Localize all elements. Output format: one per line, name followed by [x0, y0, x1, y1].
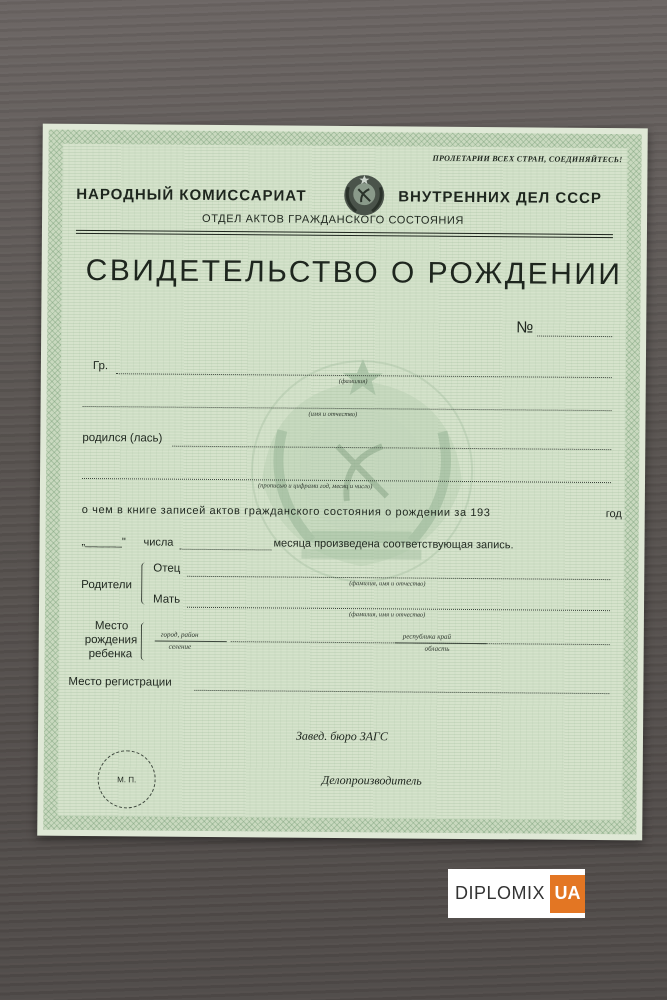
ussr-emblem-icon — [342, 173, 386, 217]
seal-placeholder — [97, 750, 155, 808]
date-caption: (прописью и цифрами год, месяц и число) — [257, 482, 373, 491]
birthplace-label-3: ребенка — [88, 648, 133, 661]
day-word: числа — [143, 536, 174, 549]
registry-head-signature: Завед. бюро ЗАГС — [295, 728, 388, 744]
record-line: о чем в книге записей актов гражданского состояния о рождении за 193 — [81, 503, 491, 520]
father-label: Отец — [153, 562, 181, 575]
header-left: НАРОДНЫЙ КОМИССАРИАТ — [76, 185, 307, 205]
diplomix-logo — [448, 869, 585, 918]
birth-certificate — [37, 124, 648, 841]
motto: ПРОЛЕТАРИИ ВСЕХ СТРАН, СОЕДИНЯЙТЕСЬ! — [432, 153, 623, 165]
surname-caption: (фамилия) — [338, 377, 368, 386]
father-caption: (фамилия, имя и отчество) — [349, 580, 426, 588]
number-line — [537, 336, 612, 338]
logo-text: DIPLOMIX — [455, 883, 546, 903]
year-word: год — [605, 508, 622, 521]
ussr-emblem-watermark-icon — [241, 350, 483, 592]
parents-brace — [141, 562, 149, 604]
citizen-label: Гр. — [92, 360, 109, 373]
name-caption: (имя и отчество) — [308, 410, 358, 419]
born-label: родился (лась) — [82, 431, 163, 445]
registration-line — [194, 690, 609, 694]
city-caption-1: город, район — [160, 630, 199, 639]
city-caption-2: селение — [168, 642, 192, 651]
registration-label: Место регистрации — [68, 675, 172, 689]
mother-label: Мать — [153, 593, 181, 606]
number-label: № — [516, 319, 534, 337]
clerk-signature: Делопроизводитель — [321, 772, 422, 788]
day-quote: „______" — [81, 535, 126, 549]
birthplace-label-1: Место — [94, 620, 129, 633]
mother-caption: (фамилия, имя и отчество) — [348, 611, 426, 619]
certificate-body — [57, 144, 627, 820]
certificate-title: СВИДЕТЕЛЬСТВО О РОЖДЕНИИ — [85, 253, 623, 292]
month-blank — [179, 549, 271, 551]
parents-label: Родители — [81, 578, 132, 592]
region-caption-2: область — [424, 644, 450, 653]
header-right: ВНУТРЕННИХ ДЕЛ СССР — [398, 188, 602, 208]
seal-text: М. П. — [117, 774, 137, 784]
birthplace-brace — [141, 622, 149, 660]
month-line: месяца произведена соответствующая запись. — [273, 537, 514, 552]
birthplace-label-2: рождения — [84, 633, 138, 647]
logo-accent: UA — [550, 875, 585, 913]
department: ОТДЕЛ АКТОВ ГРАЖДАНСКОГО СОСТОЯНИЯ — [202, 212, 465, 227]
region-caption-1: республика край — [402, 632, 452, 641]
